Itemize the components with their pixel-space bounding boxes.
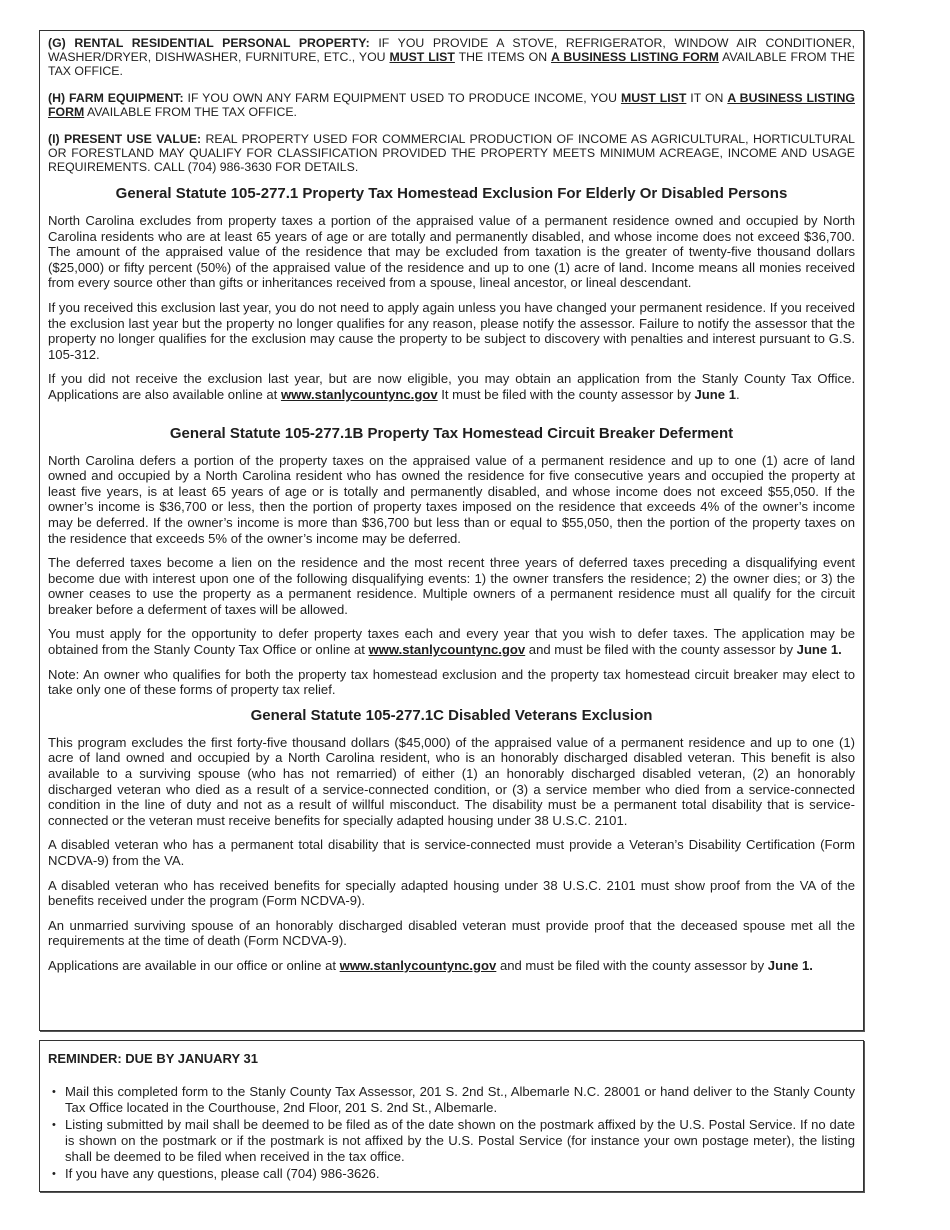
elderly-p3-text: If you did not receive the exclusion last year, but are now eligible, you may obtain an application from the Stanly County Tax Office. Applications are also available online at	[48, 371, 855, 402]
elderly-section-title: General Statute 105-277.1 Property Tax Homestead Exclusion For Elderly Or Disabled Persons	[115, 185, 788, 202]
circuit-p3-text: You must apply for the opportunity to defer property taxes each and every year that you wish to defer taxes. The application may be obtained from the Stanly County Tax Office or online at	[48, 626, 855, 658]
veterans-paragraph-1: This program excludes the first forty-five thousand dollars ($45,000) of the appraised value of a permanent residence and up to one (1) acre of land owned and occupied by a North Carolina resident, who is an honorably discharged disabled veteran. This benefit is also available to a surviving spouse (who has not remarried) of either (1) an honorably discharged disabled veteran, (2) an honorably discharged veteran who died as a result of a service-connected condition, or (3) a service member who died from a service-connected condition in the line of duty and not as a result of willful misconduct. The disability must be a permanent total disability that is service-connected or the veteran must receive benefits for specially adapted housing under 38 U.S.C. 2101.	[48, 734, 855, 828]
circuit-note: Note: An owner who qualifies for both the property tax homestead exclusion and the property tax homestead circuit breaker may elect to take only one of these forms of property tax relief.	[48, 666, 855, 698]
item-i-text: REAL PROPERTY USED FOR COMMERCIAL PRODUCTION OF INCOME AS AGRICULTURAL, HORTICULTURAL OR FORESTLAND MAY QUALIFY FOR CLASSIFICATION PROVIDED THE PROPERTY MEETS MINIMUM ACREAGE, INCOME AND USAGE REQUIREMENTS. CALL (704) 986-3630 FOR DETAILS.	[48, 132, 855, 174]
elderly-paragraph-1: North Carolina excludes from property taxes a portion of the appraised value of a permanent residence owned and occupied by North Carolina residents who are at least 65 years of age or are totally and permanently disabled, and whose income does not exceed $36,700. The amount of the appraised value of the residence that may be excluded from taxation is the greater of twenty-five thousand dollars ($25,000) or fifty percent (50%) of the appraised value of the residence and up to one (1) acre of land. Income means all monies received from every source other than gifts or inheritances received from a spouse, lineal ancestor, or lineal descendant.	[48, 213, 855, 291]
item-g-text-3: AVAILABLE FROM THE TAX OFFICE.	[48, 50, 855, 78]
veterans-paragraph-3: A disabled veteran who has received benefits for specially adapted housing under 38 U.S.C. 2101 must show proof from the VA of the benefits received under the program (Form NCDVA-9).	[48, 877, 855, 909]
item-g-business-form: A BUSINESS LISTING FORM	[551, 50, 719, 64]
circuit-deadline: June 1.	[796, 642, 842, 658]
veterans-website-link[interactable]: www.stanlycountync.gov	[339, 957, 497, 973]
item-h-must-list: MUST LIST	[620, 91, 687, 105]
reminder-box	[39, 1040, 864, 1192]
main-info-box	[39, 30, 864, 1031]
reminder-list	[48, 1084, 855, 1182]
list-item	[48, 1117, 855, 1165]
item-i-label: (I) PRESENT USE VALUE:	[48, 132, 202, 146]
circuit-p3-text-2: and must be filed with the county assessor by	[525, 642, 797, 658]
item-h-text: IF YOU OWN ANY FARM EQUIPMENT USED TO PRODUCE INCOME, YOU	[183, 91, 621, 105]
item-g-text: IF YOU PROVIDE A STOVE, REFRIGERATOR, WINDOW AIR CONDITIONER, WASHER/DRYER, DISHWASHER, FURNITURE, ETC., YOU	[48, 36, 855, 64]
veterans-section-title: General Statute 105-277.1C Disabled Veterans Exclusion	[250, 706, 653, 724]
bullet-icon: •	[52, 1119, 56, 1131]
veterans-paragraph-5	[48, 958, 855, 974]
item-h-business-form: A BUSINESS LISTING FORM	[48, 91, 855, 119]
circuit-breaker-section-title: General Statute 105-277.1B Property Tax Homestead Circuit Breaker Deferment	[169, 424, 734, 442]
item-g-label: (G) RENTAL RESIDENTIAL PERSONAL PROPERTY:	[48, 36, 370, 50]
item-h-label: (H) FARM EQUIPMENT:	[48, 91, 184, 105]
circuit-paragraph-2: The deferred taxes become a lien on the residence and the most recent three years of deferred taxes preceding a disqualifying event become due with interest upon one of the following disqualifying events: 1) the owner transfers the residence; 2) the owner dies; or 3) the owner ceases to use the property as a permanent residence. Multiple owners of a permanent residence must all qualify for the circuit breaker before a deferment of taxes will be allowed.	[48, 555, 855, 617]
bullet-icon: •	[52, 1168, 56, 1180]
veterans-paragraph-2: A disabled veteran who has a permanent total disability that is service-connected must provide a Veteran’s Disability Certification (Form NCDVA-9) from the VA.	[48, 837, 855, 868]
item-i-present-use-value	[48, 132, 855, 174]
item-g-text-2: THE ITEMS ON	[454, 50, 552, 64]
item-h-farm-equipment	[48, 91, 855, 119]
list-item	[48, 1084, 855, 1116]
circuit-paragraph-3	[48, 626, 855, 657]
elderly-paragraph-3	[48, 371, 855, 402]
elderly-website-link[interactable]: www.stanlycountync.gov	[280, 386, 438, 402]
veterans-p5-text-2: and must be filed with the county assessor by	[496, 957, 768, 973]
bullet-icon: •	[52, 1086, 56, 1098]
elderly-p3-text-2: It must be filed with the county assessor by	[437, 386, 695, 402]
reminder-item-postmark: Listing submitted by mail shall be deemed to be filed as of the date shown on the postmark affixed by the U.S. Postal Service. If no date is shown on the postmark or if the postmark is not affixed by the U.S. Postal Service (for instance your own postage meter), the listing shall be deemed to be filed when received in the tax office.	[65, 1117, 855, 1164]
elderly-deadline: June 1	[694, 386, 736, 402]
veterans-p5-text: Applications are available in our office or online at	[48, 957, 340, 973]
list-item	[48, 1166, 855, 1182]
circuit-website-link[interactable]: www.stanlycountync.gov	[368, 642, 526, 658]
reminder-item-questions: If you have any questions, please call (704) 986-3626.	[65, 1166, 380, 1181]
reminder-title: REMINDER: DUE BY JANUARY 31	[48, 1051, 258, 1066]
reminder-item-mail: Mail this completed form to the Stanly County Tax Assessor, 201 S. 2nd St., Albemarle N.C. 28001 or hand deliver to the Stanly County Tax Office located in the Courthouse, 2nd Floor, 201 S. 2nd St., Albemarle.	[65, 1084, 855, 1115]
circuit-paragraph-1: North Carolina defers a portion of the property taxes on the appraised value of a permanent residence and up to one (1) acre of land owned and occupied by a North Carolina resident who has owned the residence for five consecutive years and occupied the property at least five years, is at least 65 years of age or is totally and permanently disabled, and whose income does not exceed $55,050. If the owner’s income is $36,700 or less, then the portion of property taxes imposed on the residence that exceeds 4% of the owner’s income may be deferred. If the owner’s income is more than $36,700 but less than or equal to $55,050, then the portion of the property taxes on the residence that exceeds 5% of the owner’s income may be deferred.	[48, 452, 855, 546]
veterans-paragraph-4: An unmarried surviving spouse of an honorably discharged disabled veteran must provide proof that the deceased spouse met all the requirements at the time of death (Form NCDVA-9).	[48, 917, 855, 949]
item-g-rental-property	[48, 36, 855, 78]
veterans-deadline: June 1.	[767, 957, 813, 973]
item-h-text-3: AVAILABLE FROM THE TAX OFFICE.	[84, 105, 297, 119]
item-g-must-list: MUST LIST	[389, 50, 455, 64]
elderly-paragraph-2: If you received this exclusion last year, you do not need to apply again unless you have changed your permanent residence. If you received the exclusion last year but the property no longer qualifies for any reason, please notify the assessor. Failure to notify the assessor that the property no longer qualifies for the exclusion may cause the property to be subject to discovery with penalties and interest pursuant to G.S. 105-312.	[48, 299, 855, 362]
item-h-text-2: IT ON	[686, 91, 728, 105]
elderly-p3-period: .	[736, 386, 740, 402]
